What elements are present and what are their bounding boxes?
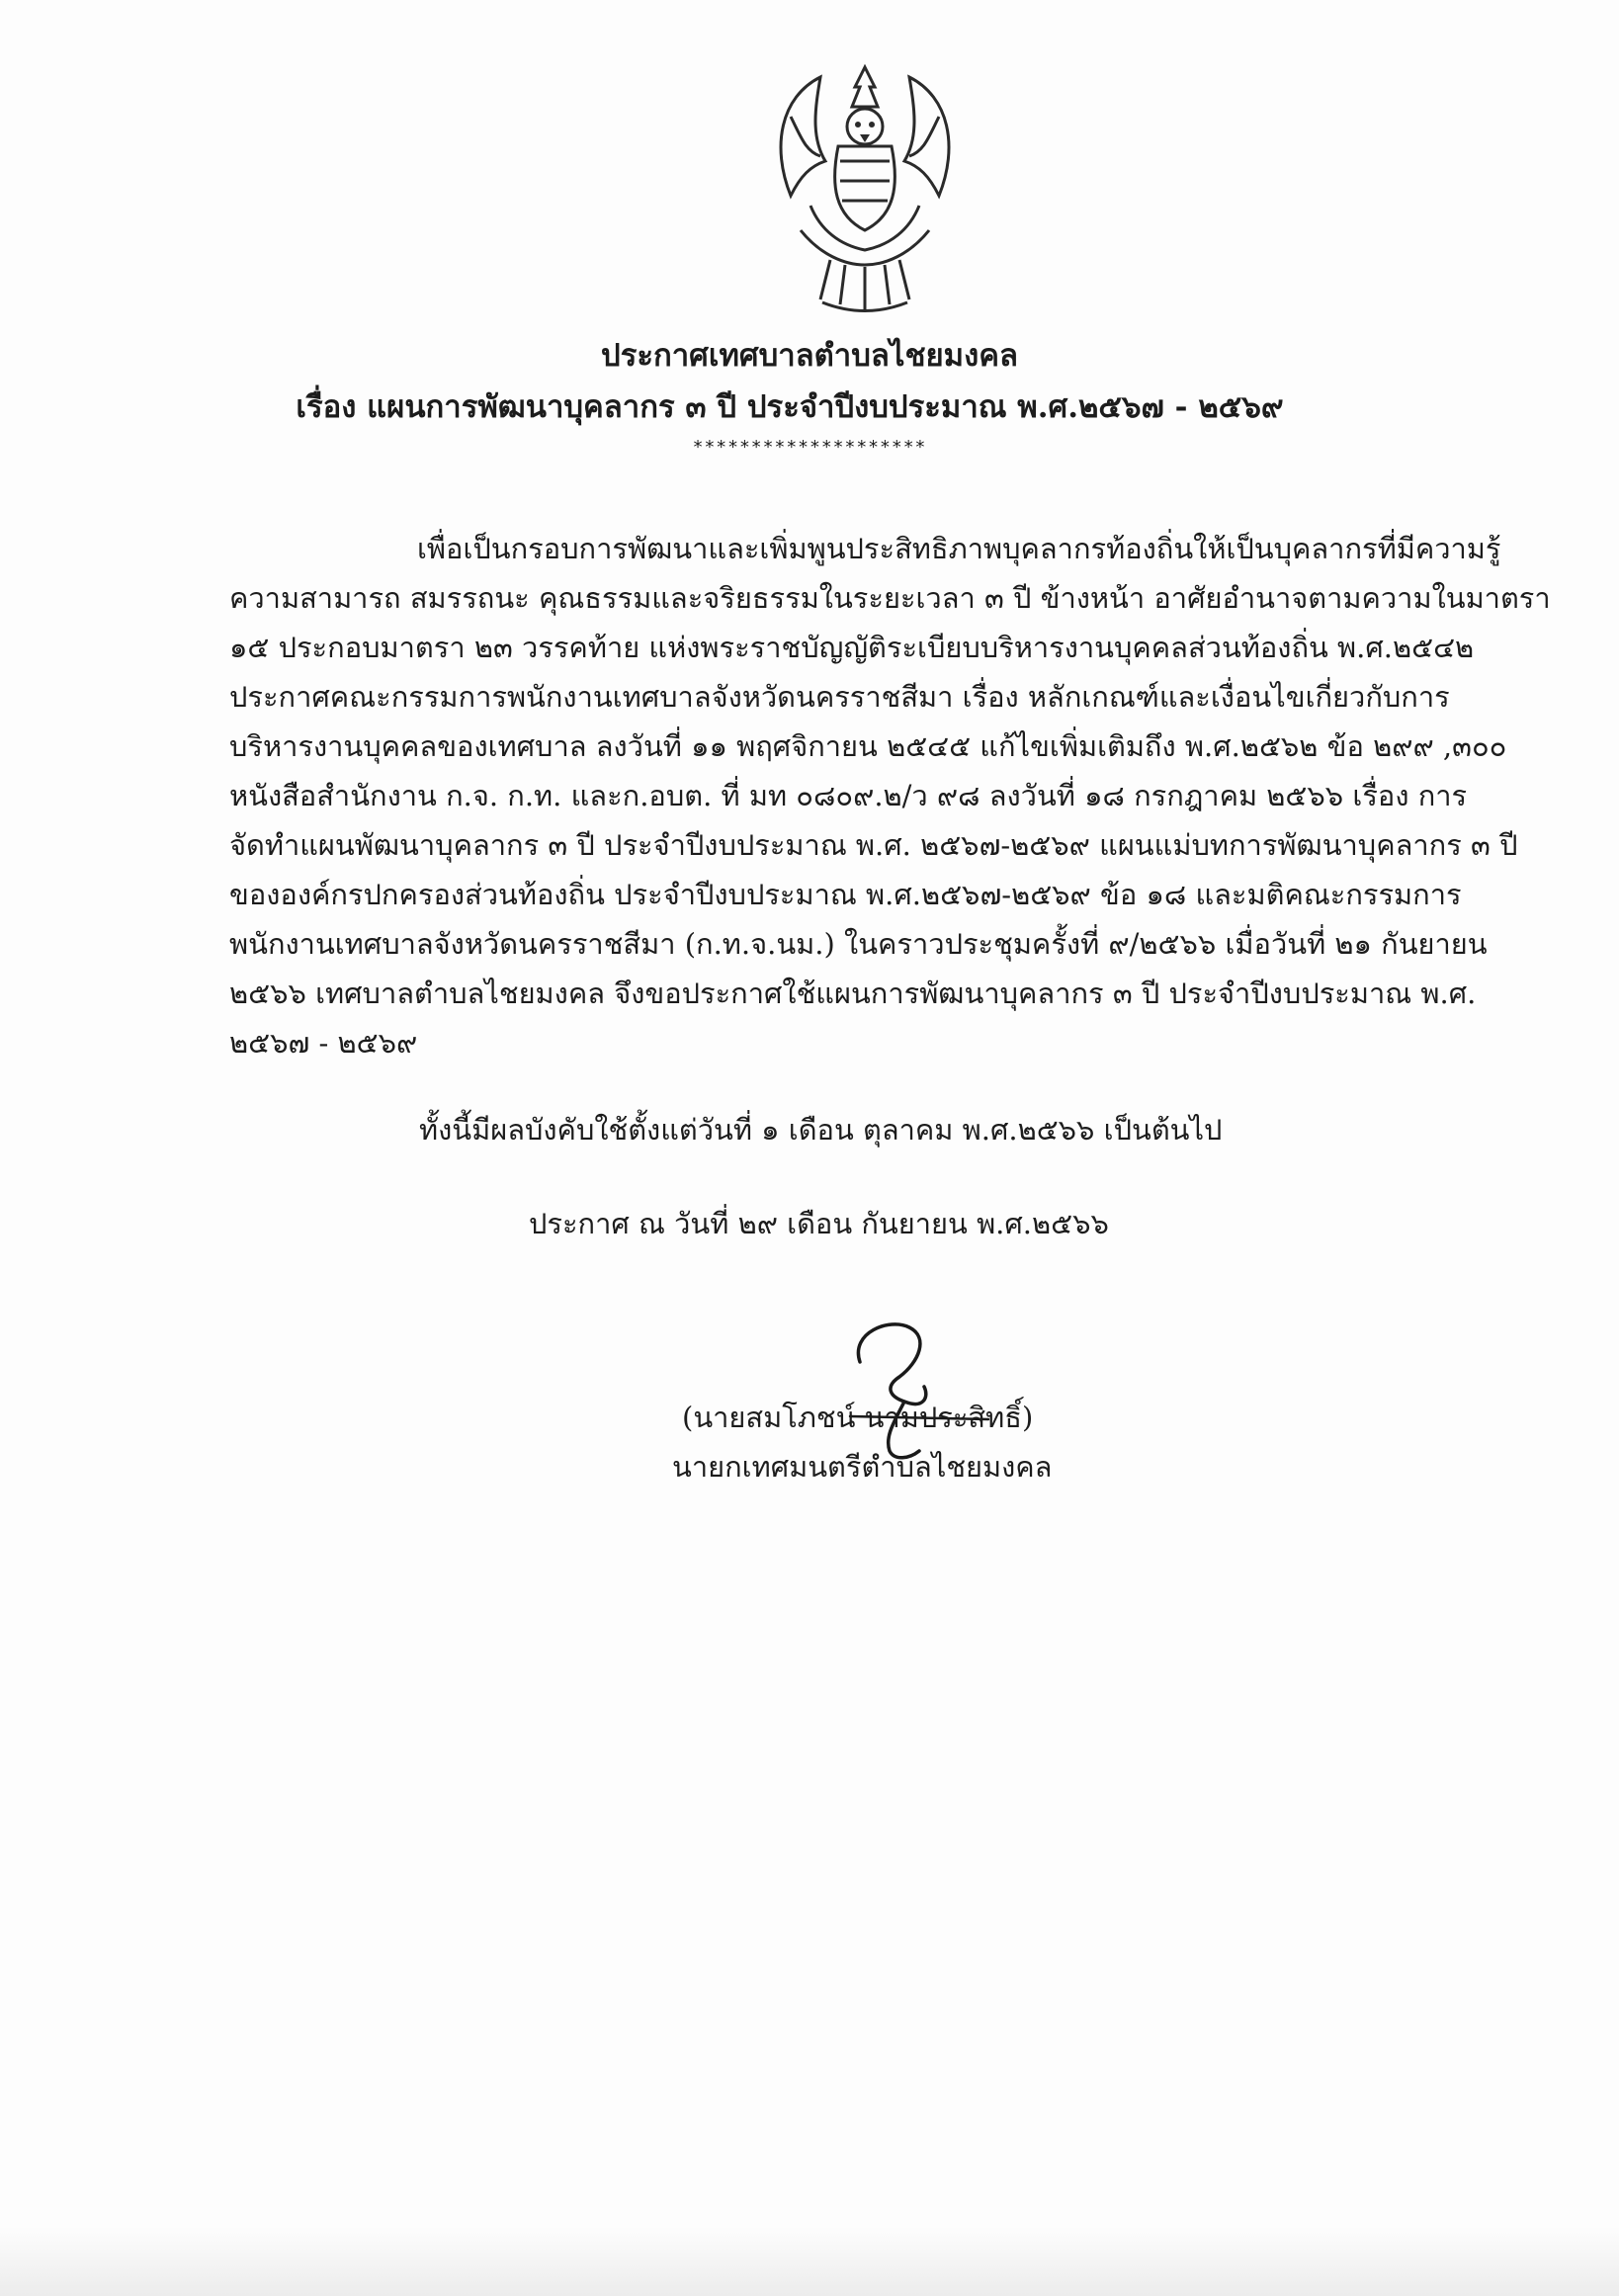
body-line-7: จัดทำแผนพัฒนาบุคลากร ๓ ปี ประจำปีงบประมาณ พ.ศ. ๒๕๖๗-๒๕๖๙ แผนแม่บทการพัฒนาบุคลากร ๓ ปี [229, 828, 1518, 862]
effective-date-line: ทั้งนี้มีผลบังคับใช้ตั้งแต่วันที่ ๑ เดือน ตุลาคม พ.ศ.๒๕๖๖ เป็นต้นไป [419, 1113, 1223, 1147]
body-line-2: ความสามารถ สมรรถนะ คุณธรรมและจริยธรรมในระยะเวลา ๓ ปี ข้างหน้า อาศัยอำนาจตามความในมาตรา [229, 581, 1551, 615]
body-line-8: ขององค์กรปกครองส่วนท้องถิ่น ประจำปีงบประมาณ พ.ศ.๒๕๖๗-๒๕๖๙ ข้อ ๑๘ และมติคณะกรรมการ [229, 878, 1462, 911]
body-line-11: ๒๕๖๗ - ๒๕๖๙ [229, 1026, 418, 1060]
signatory-name: (นายสมโภชน์ นามประสิทธิ์) [682, 1401, 1034, 1434]
document-title: ประกาศเทศบาลตำบลไชยมงคล [601, 338, 1018, 374]
body-line-10: ๒๕๖๖ เทศบาลตำบลไชยมงคล จึงขอประกาศใช้แผนการพัฒนาบุคลากร ๓ ปี ประจำปีงบประมาณ พ.ศ. [229, 977, 1477, 1010]
body-line-3: ๑๕ ประกอบมาตรา ๒๓ วรรคท้าย แห่งพระราชบัญญัติระเบียบบริหารงานบุคคลส่วนท้องถิ่น พ.ศ.๒๕๔๒ [229, 631, 1475, 664]
body-line-9: พนักงานเทศบาลจังหวัดนครราชสีมา (ก.ท.จ.นม.) ในคราวประชุมครั้งที่ ๙/๒๕๖๖ เมื่อวันที่ ๒๑ กันยายน [229, 927, 1488, 961]
signatory-position: นายกเทศมนตรีตำบลไชยมงคล [672, 1450, 1053, 1484]
title-separator: ******************** [692, 437, 927, 458]
body-line-6: หนังสือสำนักงาน ก.จ. ก.ท. และก.อบต. ที่ มท ๐๘๐๙.๒/ว ๙๘ ลงวันที่ ๑๘ กรกฎาคม ๒๕๖๖ เรื่อง การ [229, 779, 1468, 812]
body-line-5: บริหารงานบุคคลของเทศบาล ลงวันที่ ๑๑ พฤศจิกายน ๒๕๔๕ แก้ไขเพิ่มเติมถึง พ.ศ.๒๕๖๒ ข้อ ๒๙๙ ,๓๐๐ [229, 729, 1507, 763]
announcement-date-line: ประกาศ ณ วันที่ ๒๙ เดือน กันยายน พ.ศ.๒๕๖๖ [529, 1207, 1109, 1240]
garuda-emblem-icon [761, 57, 969, 316]
body-line-4: ประกาศคณะกรรมการพนักงานเทศบาลจังหวัดนครราชสีมา เรื่อง หลักเกณฑ์และเงื่อนไขเกี่ยวกับการ [229, 680, 1450, 714]
scan-shadow-edge [0, 2227, 1619, 2296]
body-line-1: เพื่อเป็นกรอบการพัฒนาและเพิ่มพูนประสิทธิภาพบุคลากรท้องถิ่นให้เป็นบุคลากรที่มีความรู้ [417, 532, 1501, 565]
document-subject: เรื่อง แผนการพัฒนาบุคลากร ๓ ปี ประจำปีงบประมาณ พ.ศ.๒๕๖๗ - ๒๕๖๙ [296, 389, 1284, 425]
